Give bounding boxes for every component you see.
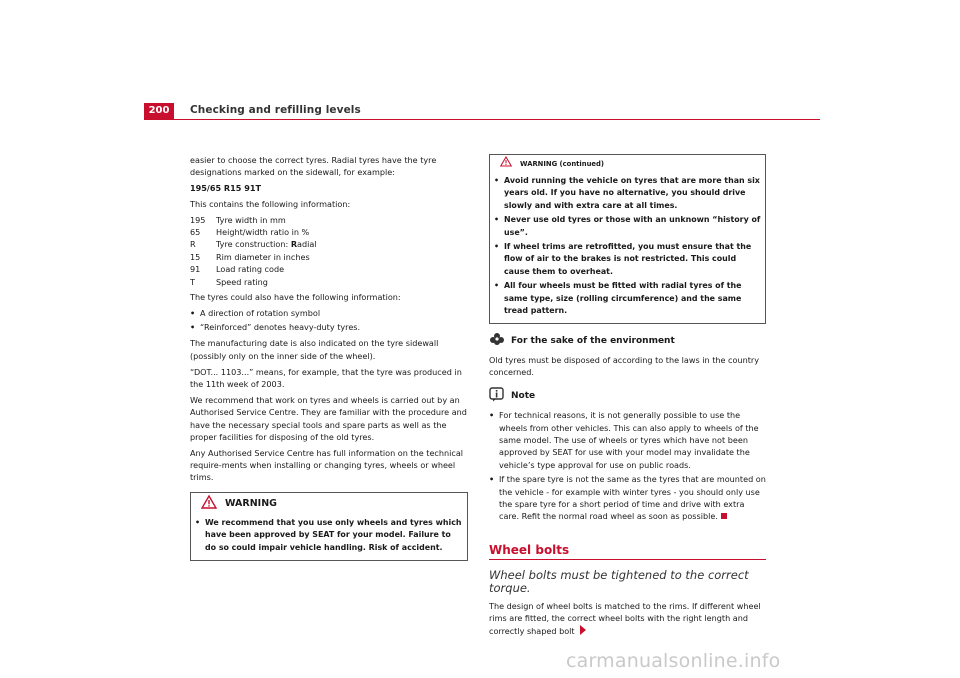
legend-row bbox=[190, 263, 468, 275]
page-header-title: Checking and refilling levels bbox=[190, 104, 361, 116]
contains-label: This contains the following information: bbox=[190, 198, 351, 209]
legend-code: 195 bbox=[190, 214, 206, 225]
service-info-paragraph: Any Authorised Service Centre has full information on the technical require-ments when installing or changing tyres, wheels or wheel trims. bbox=[190, 447, 464, 483]
list-item: • If the spare tyre is not the same as the tyres that are mounted on the vehicle - for example with winter tyres - you should only use the spare tyre for a short period of time and drive with extra care. Refit the normal road wheel as soon as possible. bbox=[489, 474, 766, 522]
warning-continued-body bbox=[490, 173, 765, 323]
legend-code: 15 bbox=[190, 251, 201, 262]
note-title: Note bbox=[511, 391, 536, 402]
list-item: • A direction of rotation symbol bbox=[190, 307, 321, 318]
legend-text: Tyre width in mm bbox=[216, 214, 286, 225]
section-title: Wheel bolts bbox=[489, 542, 570, 557]
section-divider bbox=[489, 559, 766, 560]
bullet-icon: • bbox=[489, 410, 495, 421]
manufacturing-paragraph: The manufacturing date is also indicated on the tyre sidewall (possibly only on the inner side of the wheel). bbox=[190, 338, 439, 361]
also-info-label: The tyres could also have the following information: bbox=[190, 291, 401, 302]
legend-text: Load rating code bbox=[216, 264, 285, 275]
bullet-icon: • bbox=[190, 322, 196, 333]
list-item: • Avoid running the vehicle on tyres that are more than six years old. If you have no alternative, you should drive slowly and with extra care at all times. bbox=[494, 175, 761, 212]
legend-text: Speed rating bbox=[216, 276, 268, 287]
list-item: • We recommend that you use only wheels and tyres which have been approved by SEAT for your model. Failure to do so could impair vehicle handling. Risk of accident. bbox=[195, 517, 463, 554]
legend-text: Tyre construction: Radial bbox=[216, 239, 317, 250]
environment-flower-icon bbox=[489, 332, 511, 350]
bullet-icon: • bbox=[494, 215, 500, 225]
legend-code: T bbox=[190, 276, 195, 287]
warning-box bbox=[190, 492, 468, 561]
legend-row bbox=[190, 251, 468, 263]
warning-triangle-icon bbox=[500, 156, 512, 171]
section-subtitle: Wheel bolts must be tightened to the correct torque. bbox=[489, 568, 749, 595]
bullet-icon: • bbox=[489, 474, 495, 485]
tyre-designation-example: 195/65 R15 91T bbox=[190, 183, 262, 194]
end-of-section-icon bbox=[721, 513, 727, 519]
warning-triangle-icon bbox=[201, 495, 217, 513]
environment-text: Old tyres must be disposed of according to the laws in the country concerned. bbox=[489, 354, 760, 378]
legend-row bbox=[190, 214, 468, 226]
list-item: • Never use old tyres or those with an unknown “history of use”. bbox=[494, 214, 761, 239]
designation-legend bbox=[190, 214, 468, 288]
warning-title: WARNING bbox=[225, 497, 277, 509]
continue-arrow-icon bbox=[580, 625, 586, 635]
list-item: • For technical reasons, it is not generally possible to use the wheels from other vehicles. This can also apply to wheels of the same model. The use of wheels or tyres which have not been approved by SEAT for use with your model may invalidate the vehicle’s type approval for use on public roads. bbox=[489, 410, 759, 470]
warning-header bbox=[191, 493, 467, 515]
left-column bbox=[190, 154, 468, 561]
list-item: • “Reinforced” denotes heavy-duty tyres. bbox=[190, 322, 361, 333]
warning-continued-title: WARNING (continued) bbox=[520, 159, 605, 168]
warning-body bbox=[191, 515, 467, 560]
warning-continued-header bbox=[490, 155, 765, 173]
legend-code: 91 bbox=[190, 264, 201, 275]
recommend-paragraph: We recommend that work on tyres and wheels is carried out by an Authorised Service Centre. They are familiar with the procedure and have the necessary special tools and spare parts as well as the proper facilities for disposing of the old tyres. bbox=[190, 394, 467, 442]
right-column bbox=[489, 154, 766, 640]
warning-continued-box bbox=[489, 154, 766, 324]
note-heading bbox=[489, 387, 766, 406]
intro-paragraph: easier to choose the correct tyres. Radial tyres have the tyre designations marked on the sidewall, for example: bbox=[190, 155, 437, 178]
list-item: • All four wheels must be fitted with radial tyres of the same type, size (rolling circumference) and the same tread pattern. bbox=[494, 280, 761, 317]
header-divider bbox=[144, 119, 820, 120]
page-number: 200 bbox=[144, 103, 174, 119]
note-info-icon bbox=[489, 387, 511, 406]
environment-heading bbox=[489, 332, 766, 350]
bullet-icon: • bbox=[195, 517, 201, 527]
section-paragraph: The design of wheel bolts is matched to the rims. If different wheel rims are fitted, the correct wheel bolts with the right length and correctly shaped bolt bbox=[489, 600, 761, 636]
legend-text: Height/width ratio in % bbox=[216, 226, 310, 237]
legend-row bbox=[190, 226, 468, 238]
bullet-icon: • bbox=[494, 242, 500, 252]
environment-title: For the sake of the environment bbox=[511, 336, 675, 347]
dot-paragraph: “DOT... 1103...” means, for example, that the tyre was produced in the 11th week of 2003. bbox=[190, 366, 462, 389]
bullet-icon: • bbox=[494, 176, 500, 185]
legend-code: 65 bbox=[190, 226, 201, 237]
legend-code: R bbox=[190, 239, 196, 250]
legend-row bbox=[190, 238, 468, 250]
list-item: • If wheel trims are retrofitted, you must ensure that the flow of air to the brakes is not restricted. This could cause them to overheat. bbox=[494, 241, 761, 278]
bullet-icon: • bbox=[190, 307, 196, 318]
bullet-icon: • bbox=[494, 281, 500, 291]
legend-text: Rim diameter in inches bbox=[216, 251, 310, 262]
watermark: carmanualsonline.info bbox=[566, 650, 781, 672]
legend-row bbox=[190, 276, 468, 288]
